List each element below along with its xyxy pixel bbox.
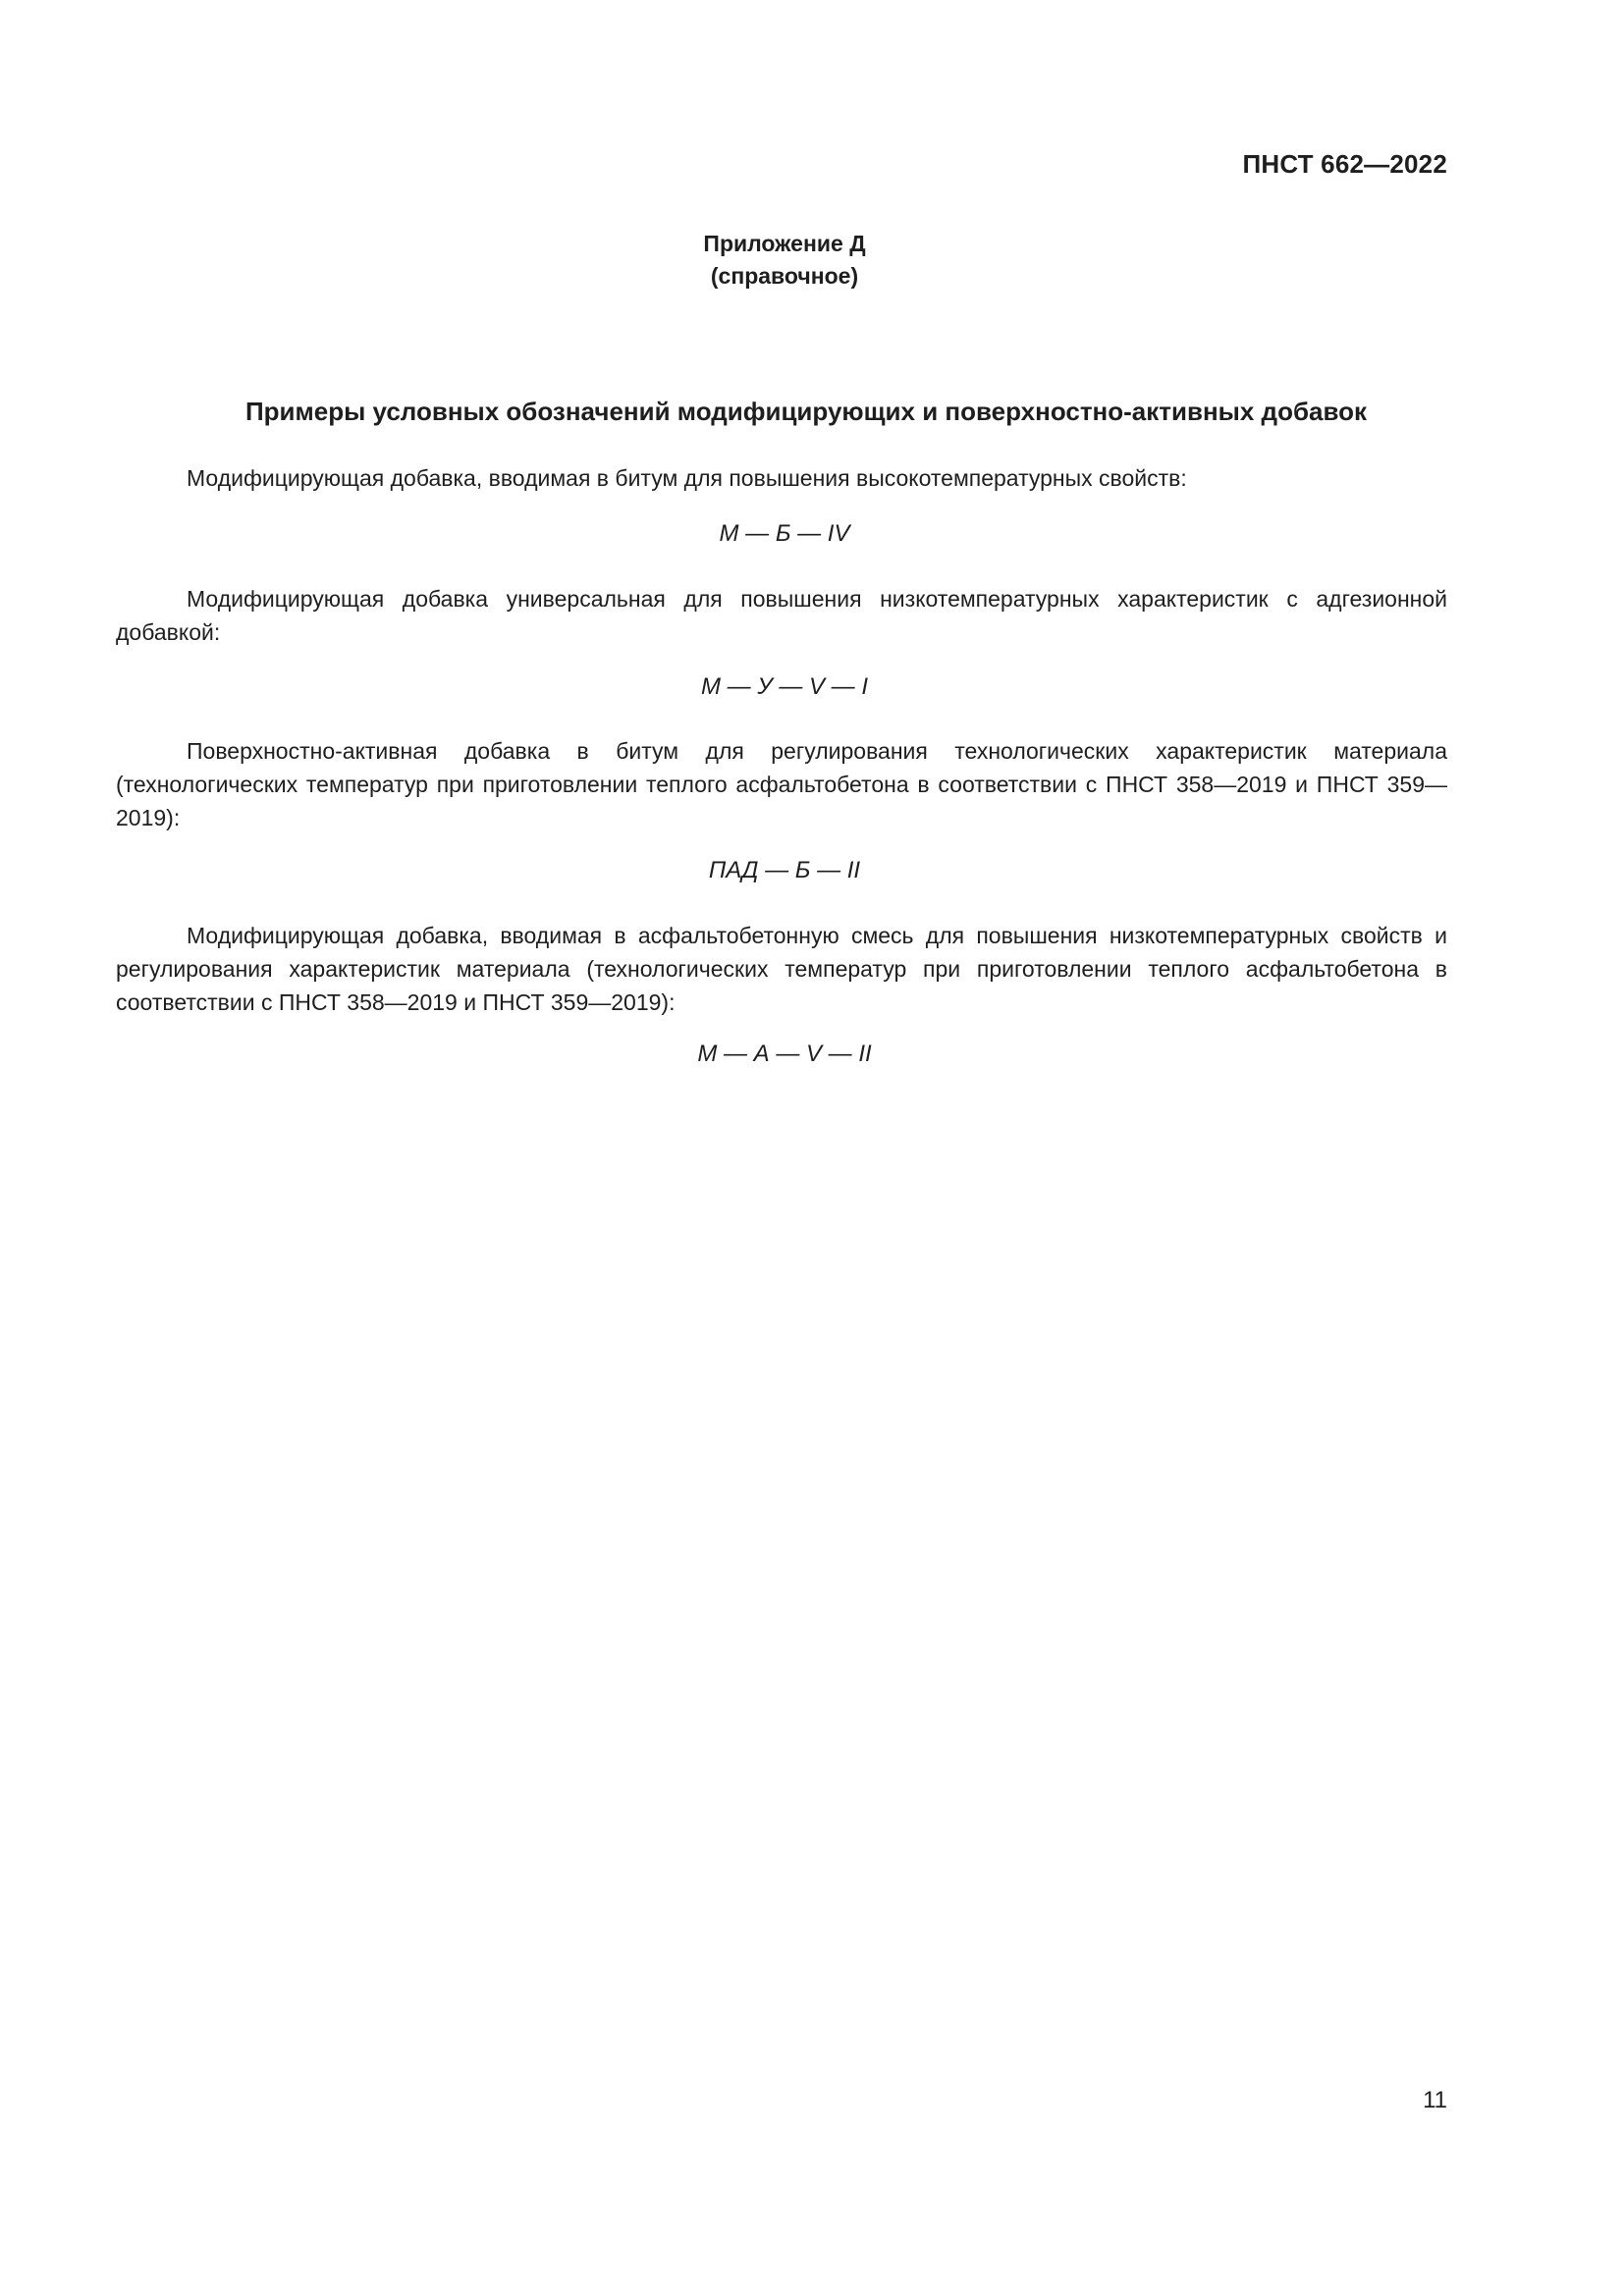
example-formula: М — А — V — II: [697, 1041, 872, 1067]
example-formula: ПАД — Б — II: [708, 857, 861, 883]
example-formula: М — Б — IV: [719, 520, 850, 547]
page-number: 11: [1423, 2087, 1447, 2113]
example-paragraph: Модифицирующая добавка, вводимая в асфальтобетонную смесь для повышения низкотемпературных свойств и регулирования характеристик материала (технологических температур при приготовлении теплого асфальтобетона в соответствии с ПНСТ 358—2019 и ПНСТ 359—2019):: [116, 923, 1447, 1015]
example-paragraph: Поверхностно-активная добавка в битум для регулирования технологических характеристик материала (технологических температур при приготовлении теплого асфальтобетона в соответствии с ПНСТ 358—2019 и ПНСТ 359—2019):: [116, 738, 1447, 830]
section-title: Примеры условных обозначений модифицирующих и поверхностно-активных добавок: [244, 397, 1368, 426]
appendix-title: Приложение Д: [703, 231, 866, 256]
example-paragraph: Модифицирующая добавка универсальная для повышения низкотемпературных характеристик с адгезионной добавкой:: [116, 586, 1447, 645]
appendix-subtitle: (справочное): [710, 263, 859, 289]
appendix-heading: [0, 228, 1569, 293]
document-code: ПНСТ 662—2022: [1242, 149, 1447, 179]
example-formula: М — У — V — I: [700, 673, 868, 700]
example-paragraph: Модифицирующая добавка, вводимая в битум для повышения высокотемпературных свойств:: [187, 465, 1187, 491]
